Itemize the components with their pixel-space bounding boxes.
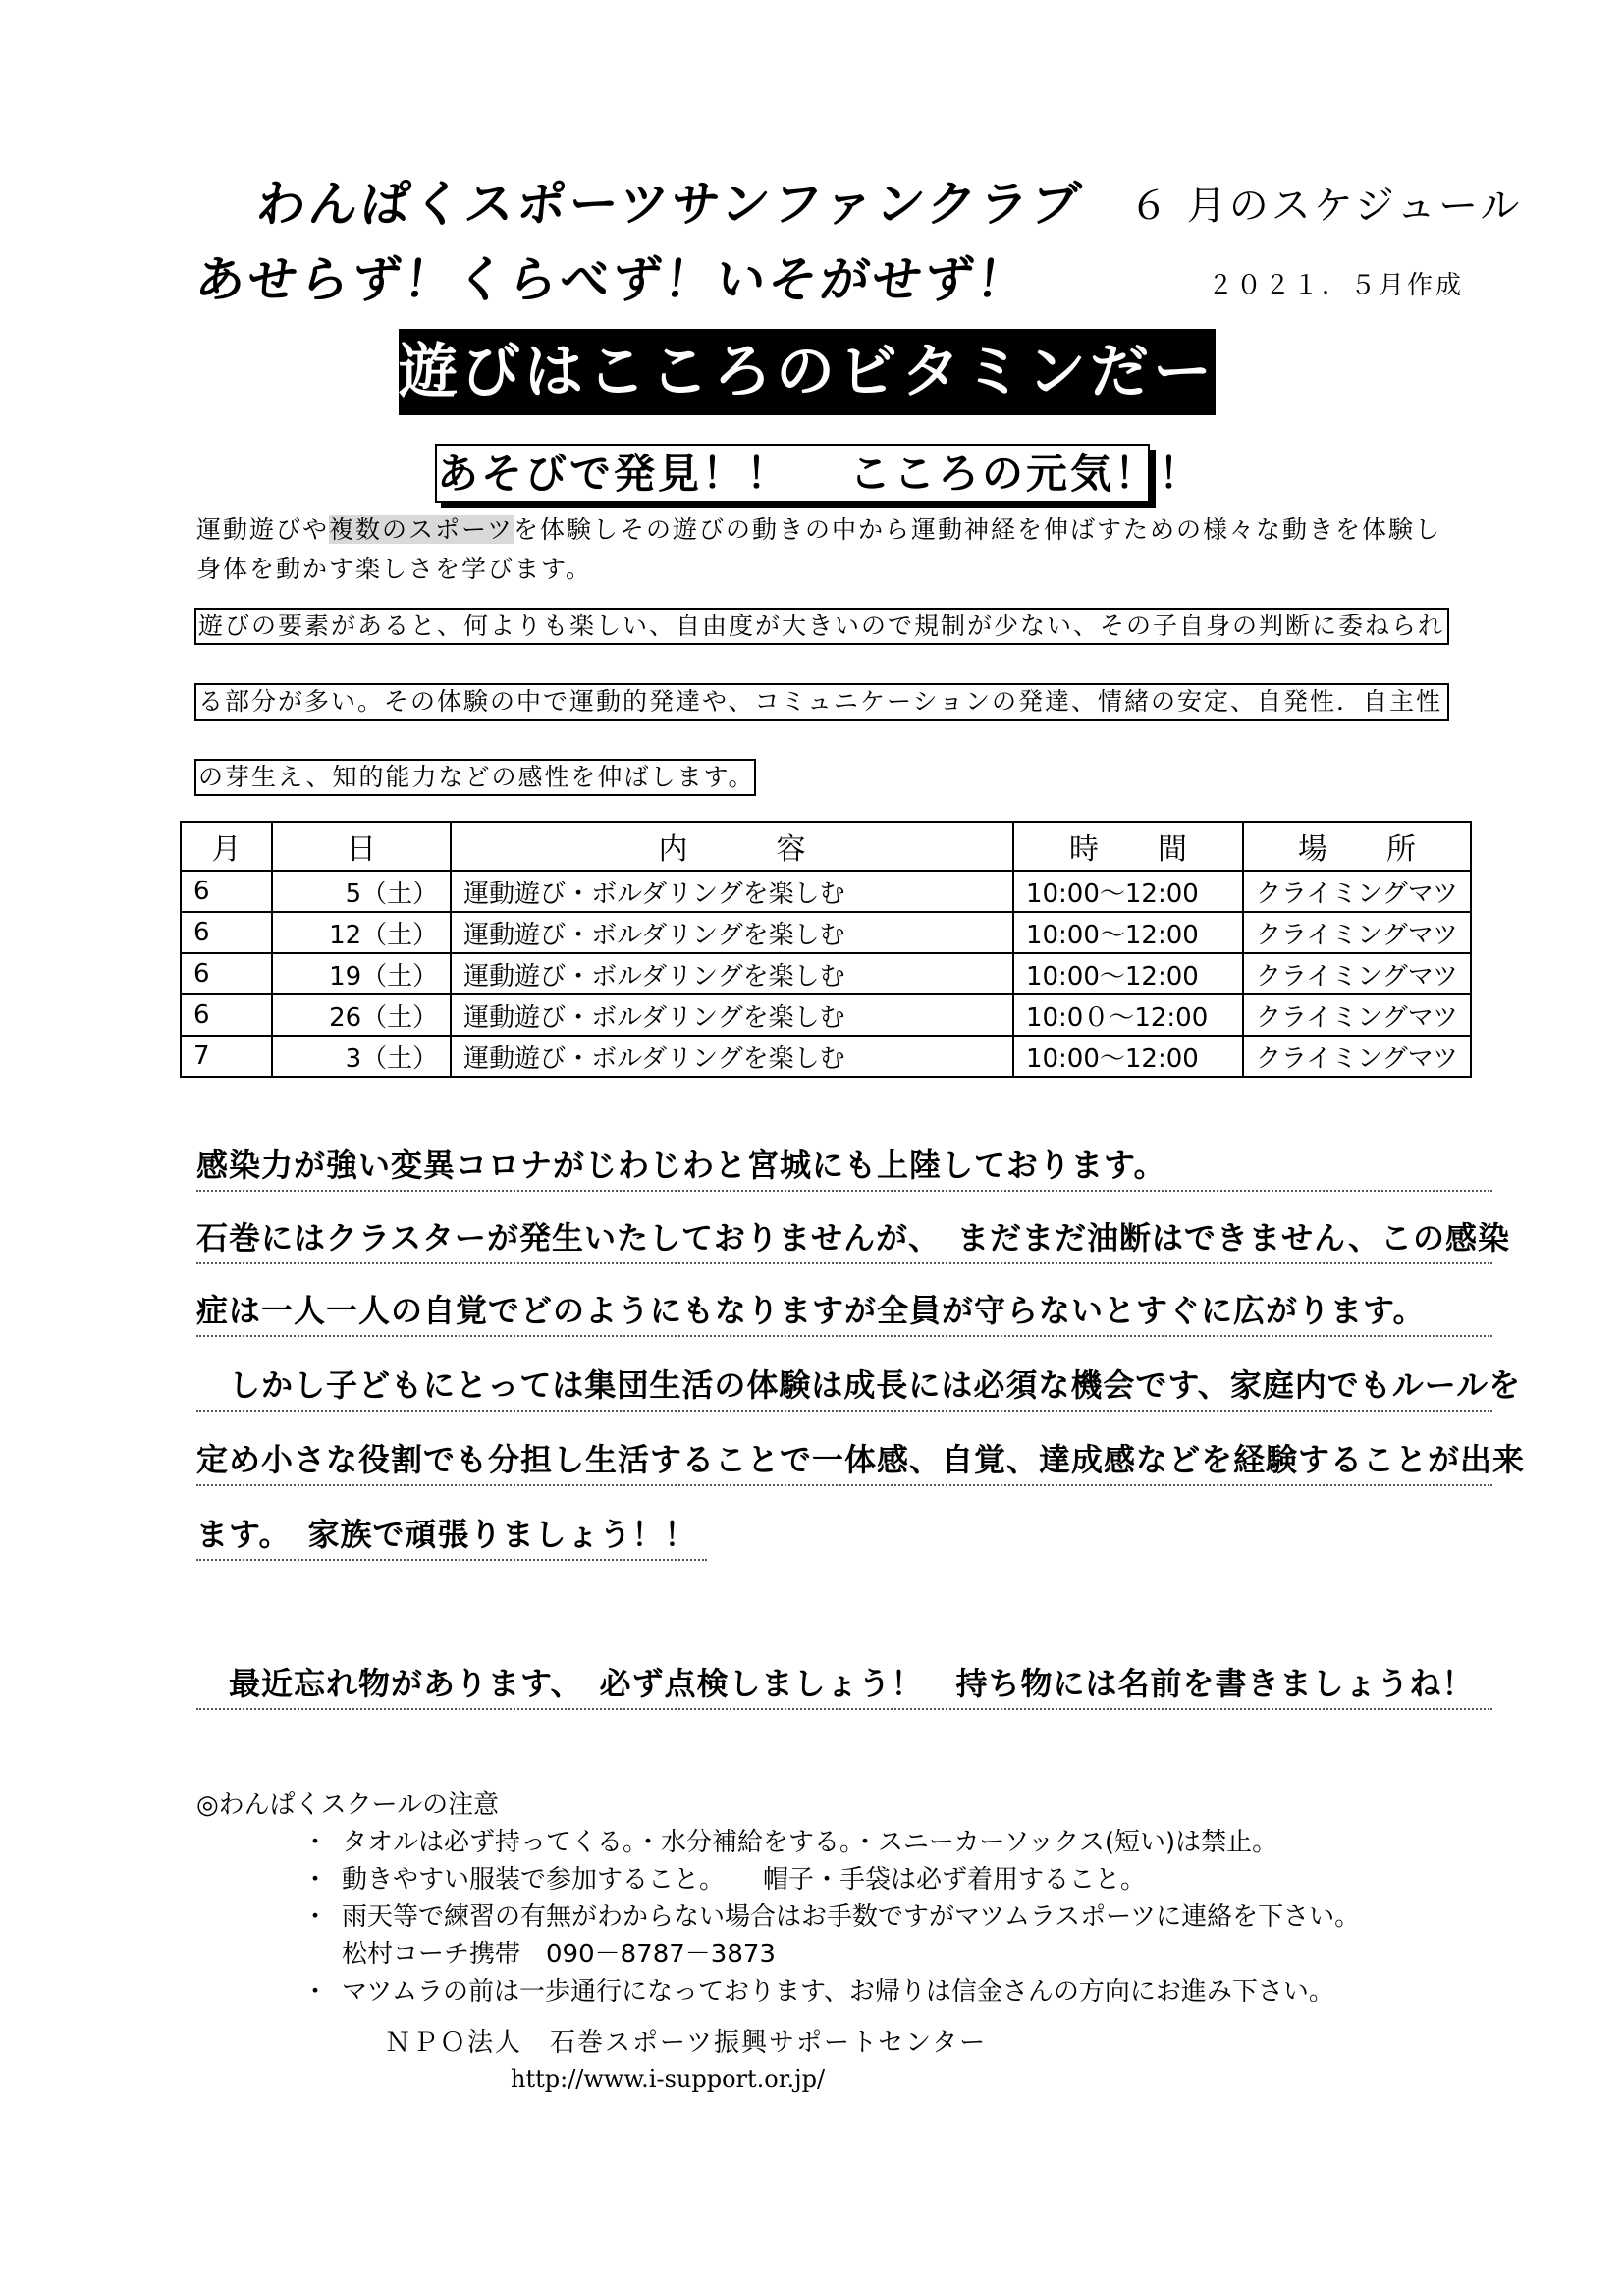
header-time: 時 間: [1013, 822, 1243, 871]
cell-time: 10:00～12:00: [1013, 1036, 1243, 1077]
notice-line: 症は一人一人の自覚でどのようにもなりますが全員が守らないとすぐに広がります。: [196, 1286, 1492, 1337]
caution-item: [196, 1973, 1360, 2010]
notice-line: 定め小さな役割でも分担し生活することで一体感、自覚、達成感などを経験することが出来: [196, 1435, 1492, 1486]
table-row: [181, 994, 1471, 1036]
intro-paragraph: [196, 510, 1463, 589]
caution-item: [196, 1898, 1360, 1936]
caution-text: 動きやすい服装で参加すること。 帽子・手袋は必ず着用すること。: [342, 1865, 1147, 1895]
header-place: 場 所: [1243, 822, 1471, 871]
bullet-icon: ・: [302, 1902, 329, 1932]
notice-line: 石巻にはクラスターが発生いたしておりませんが、 まだまだ油断はできません、この感染: [196, 1213, 1492, 1264]
cell-time: 10:0０～12:00: [1013, 994, 1243, 1036]
sub-banner: [435, 444, 1204, 503]
cell-time: 10:00～12:00: [1013, 953, 1243, 994]
organization-name: ＮＰＯ法人 石巻スポーツ振興サポートセンター: [385, 2028, 988, 2057]
boxed-line-3: の芽生え、知的能力などの感性を伸ばします。: [194, 759, 756, 796]
cell-time: 10:00～12:00: [1013, 871, 1243, 912]
sub-banner-right: こころの元気！！: [849, 450, 1204, 498]
cell-place: クライミングマツ: [1243, 912, 1471, 953]
bullet-icon: ・: [302, 1865, 329, 1895]
cell-place: クライミングマツ: [1243, 953, 1471, 994]
cell-place: クライミングマツ: [1243, 871, 1471, 912]
notice-line: しかし子どもにとっては集団生活の体験は成長には必須な機会です、家庭内でもルールを: [196, 1361, 1492, 1412]
cell-month: 7: [181, 1036, 272, 1077]
created-date: ２０２１．５月作成: [1208, 271, 1465, 300]
table-row: [181, 871, 1471, 912]
bullet-icon: ・: [302, 1828, 329, 1857]
cautions-heading: ◎わんぱくスクールの注意: [196, 1790, 500, 1820]
slogan: あせらず！くらべず！いそがせず！: [192, 251, 1032, 308]
bullet-icon: ・: [302, 1977, 329, 2006]
notice-line: ます。 家族で頑張りましょう！！: [196, 1510, 707, 1561]
cell-place: クライミングマツ: [1243, 994, 1471, 1036]
main-banner: 遊びはこころのビタミンだー！: [399, 329, 1216, 415]
intro-text-pre: 運動遊びや: [196, 515, 330, 544]
intro-highlight: 複数のスポーツ: [329, 515, 514, 544]
table-row: [181, 1036, 1471, 1077]
cell-month: 6: [181, 994, 272, 1036]
header-content: 内 容: [451, 822, 1013, 871]
cell-day: 12（土）: [272, 912, 451, 953]
caution-item: [196, 1824, 1360, 1861]
club-title: わんぱくスポーツサンファンクラブ: [253, 176, 1087, 233]
cell-day: 19（土）: [272, 953, 451, 994]
caution-item: [196, 1861, 1360, 1898]
schedule-header-row: [181, 822, 1471, 871]
notice-line: 感染力が強い変異コロナがじわじわと宮城にも上陸しております。: [196, 1141, 1492, 1192]
reminder-line: 最近忘れ物があります、 必ず点検しましょう！ 持ち物には名前を書きましょうね！: [196, 1659, 1492, 1710]
cell-day: 3（土）: [272, 1036, 451, 1077]
cell-content: 運動遊び・ボルダリングを楽しむ: [451, 912, 1013, 953]
cell-content: 運動遊び・ボルダリングを楽しむ: [451, 953, 1013, 994]
caution-text: マツムラの前は一歩通行になっております、お帰りは信金さんの方向にお進み下さい。: [342, 1977, 1334, 2006]
boxed-line-1: 遊びの要素があると、何よりも楽しい、自由度が大きいので規制が少ない、その子自身の判断に委ねられ: [194, 608, 1449, 645]
header-day: 日: [272, 822, 451, 871]
cell-day: 5（土）: [272, 871, 451, 912]
website-link[interactable]: http://www.i-support.or.jp/: [511, 2065, 826, 2093]
cell-month: 6: [181, 912, 272, 953]
cell-month: 6: [181, 953, 272, 994]
month-schedule-heading: ６ 月のスケジュール: [1129, 184, 1523, 229]
table-row: [181, 912, 1471, 953]
cell-place: クライミングマツ: [1243, 1036, 1471, 1077]
cell-content: 運動遊び・ボルダリングを楽しむ: [451, 994, 1013, 1036]
cell-content: 運動遊び・ボルダリングを楽しむ: [451, 1036, 1013, 1077]
cell-content: 運動遊び・ボルダリングを楽しむ: [451, 871, 1013, 912]
table-row: [181, 953, 1471, 994]
cell-month: 6: [181, 871, 272, 912]
cell-day: 26（土）: [272, 994, 451, 1036]
caution-text: 雨天等で練習の有無がわからない場合はお手数ですがマツムラスポーツに連絡を下さい。: [342, 1902, 1361, 1932]
cell-time: 10:00～12:00: [1013, 912, 1243, 953]
intro-text-post: を体験しその遊びの動きの中から運動神経を伸ばすための様々な動きを体験し身体を動かす楽しさを学びます。: [196, 515, 1442, 583]
boxed-line-2: る部分が多い。その体験の中で運動的発達や、コミュニケーションの発達、情緒の安定、自発性．自主性: [194, 683, 1449, 721]
sub-banner-left: あそびで発見！！: [437, 450, 791, 498]
caution-text: タオルは必ず持ってくる。・水分補給をする。・スニーカーソックス(短い)は禁止。: [342, 1828, 1278, 1857]
cautions-section: [196, 1787, 1360, 2010]
header-month: 月: [181, 822, 272, 871]
schedule-table: [180, 821, 1472, 1078]
coach-phone: 松村コーチ携帯 090－8787－3873: [342, 1940, 776, 1969]
